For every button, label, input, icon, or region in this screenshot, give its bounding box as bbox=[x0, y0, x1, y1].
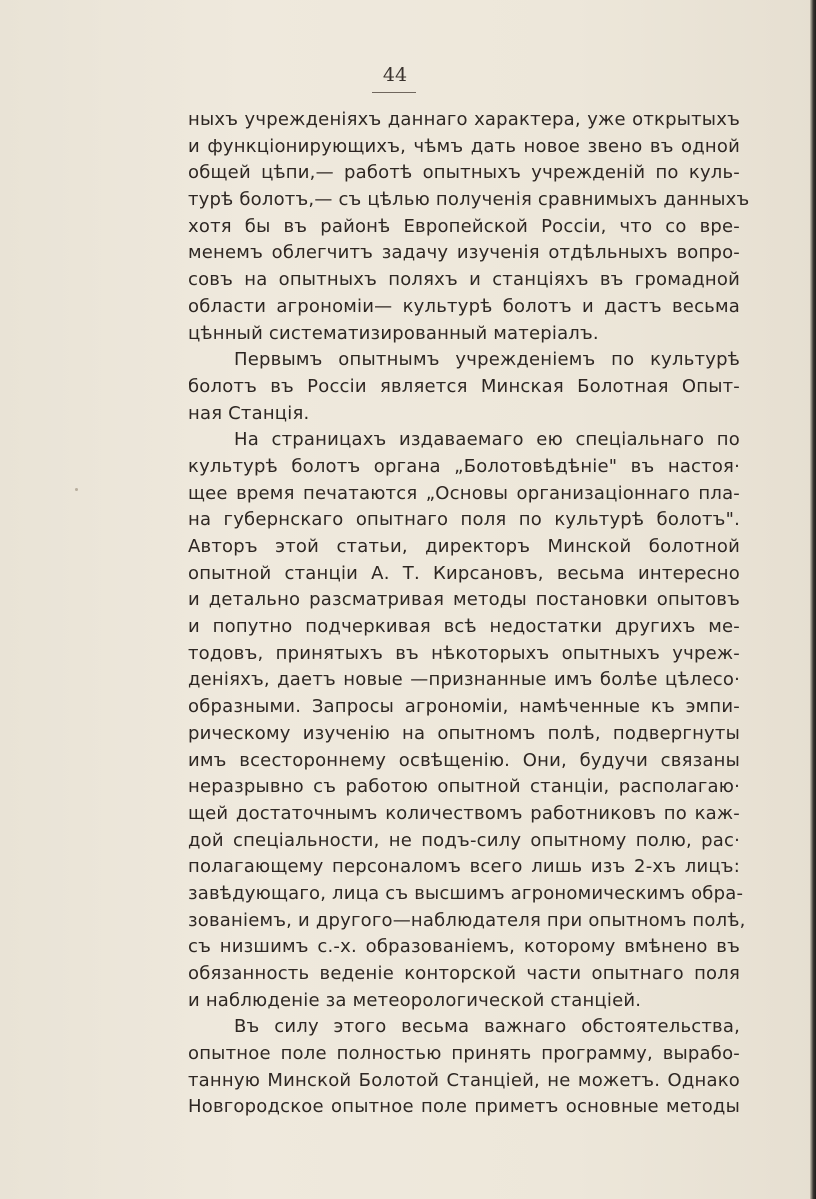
text-line: Авторъ этой статьи, директоръ Минской болотной bbox=[188, 536, 740, 557]
text-line: деніяхъ, даетъ новые —признанные имъ болѣе цѣлесо· bbox=[188, 669, 740, 691]
text-line: Въ силу этого весьма важнаго обстоятельства, bbox=[234, 1016, 740, 1038]
text-line: Новгородское опытное поле приметъ основные методы bbox=[188, 1096, 740, 1118]
text-line: Первымъ опытнымъ учрежденіемъ по культурѣ bbox=[234, 349, 740, 371]
text-line: зованіемъ, и другого—наблюдателя при опытномъ полѣ, bbox=[188, 909, 746, 931]
paragraph bbox=[188, 107, 750, 347]
text-line: совъ на опытныхъ поляхъ и станціяхъ въ громадной bbox=[188, 269, 740, 291]
paper-speck bbox=[75, 488, 78, 491]
text-line: и наблюденіе за метеорологической станціей. bbox=[188, 989, 642, 1011]
text-line: ныхъ учрежденіяхъ даннаго характера, уже открытыхъ bbox=[188, 109, 740, 130]
text-line: полагающему персоналомъ всего лишь изъ 2-хъ лицъ: bbox=[188, 856, 740, 878]
page-number: 44 bbox=[382, 64, 408, 86]
text-line: области агрономіи— культурѣ болотъ и дастъ весьма bbox=[188, 295, 740, 317]
text-line: щей достаточнымъ количествомъ работниковъ по каж- bbox=[188, 802, 740, 824]
text-line: дой спеціальности, не подъ-силу опытному полю, рас· bbox=[188, 829, 740, 851]
text-line: болотъ въ Россіи является Минская Болотная Опыт- bbox=[188, 375, 740, 397]
text-line: ная Станція. bbox=[188, 402, 310, 424]
paragraph bbox=[188, 347, 740, 427]
paragraph bbox=[188, 1014, 740, 1121]
text-line: цѣнный систематизированный матеріалъ. bbox=[188, 322, 599, 344]
text-line: на губернскаго опытнаго поля по культурѣ болотъ". bbox=[188, 509, 740, 531]
text-line: опытной станціи А. Т. Кирсановъ, весьма интересно bbox=[188, 562, 740, 584]
page-edge-shadow bbox=[810, 0, 816, 1199]
text-line: и детально разсматривая методы постановки опытовъ bbox=[188, 589, 740, 611]
page-number-rule bbox=[372, 92, 416, 93]
text-line: На страницахъ издаваемаго ею спеціальнаго по bbox=[234, 429, 740, 451]
text-line: обязанность веденіе конторской части опытнаго поля bbox=[188, 963, 740, 984]
text-line: съ низшимъ с.-х. образованіемъ, которому вмѣнено въ bbox=[188, 936, 740, 958]
text-line: опытное поле полностью принять программу, вырабо- bbox=[188, 1043, 740, 1065]
text-line: общей цѣпи,— работѣ опытныхъ учрежденій по куль- bbox=[188, 162, 740, 184]
text-line: тодовъ, принятыхъ въ нѣкоторыхъ опытныхъ учреж- bbox=[188, 642, 740, 664]
text-line: менемъ облегчитъ задачу изученія отдѣльныхъ вопро- bbox=[188, 242, 740, 264]
paragraph bbox=[188, 427, 746, 1014]
text-line: неразрывно съ работою опытной станціи, располагаю· bbox=[188, 776, 740, 798]
text-line: завѣдующаго, лица съ высшимъ агрономическимъ обра- bbox=[188, 882, 744, 904]
body-text bbox=[188, 107, 750, 1121]
text-line: танную Минской Болотой Станціей, не можетъ. Однако bbox=[188, 1069, 740, 1091]
text-line: хотя бы въ районѣ Европейской Россіи, что со вре- bbox=[188, 215, 740, 237]
text-line: щее время печатаются „Основы организаціоннаго пла- bbox=[188, 482, 740, 504]
text-line: рическому изученію на опытномъ полѣ, подвергнуты bbox=[188, 722, 740, 744]
text-line: и попутно подчеркивая всѣ недостатки другихъ ме- bbox=[188, 616, 740, 638]
text-line: образными. Запросы агрономіи, намѣченные къ эмпи- bbox=[188, 696, 740, 718]
text-line: турѣ болотъ,— съ цѣлью полученія сравнимыхъ данныхъ bbox=[188, 189, 750, 211]
text-line: имъ всестороннему освѣщенію. Они, будучи связаны bbox=[188, 749, 740, 771]
text-line: культурѣ болотъ органа „Болотовѣдѣніе" въ настоя· bbox=[188, 455, 740, 477]
text-line: и функціонирующихъ, чѣмъ дать новое звено въ одной bbox=[188, 135, 740, 157]
